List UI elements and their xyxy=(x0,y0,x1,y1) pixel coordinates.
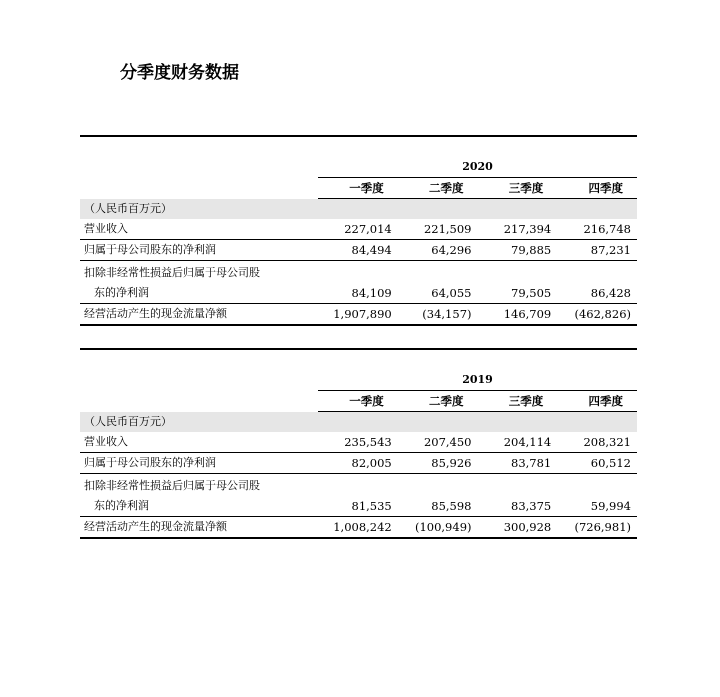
cell-value: 84,494 xyxy=(318,240,398,261)
cell-value: (726,981) xyxy=(557,517,637,539)
cell-value: 64,296 xyxy=(398,240,478,261)
row-label: 扣除非经常性损益后归属于母公司股 xyxy=(84,266,260,279)
table-row xyxy=(80,304,637,326)
cell-value: 83,375 xyxy=(478,496,558,517)
row-label: 归属于母公司股东的净利润 xyxy=(80,240,318,261)
quarter-header: 三季度 xyxy=(478,178,558,199)
cell-value: 235,543 xyxy=(318,432,398,453)
cell-value: 84,109 xyxy=(318,283,398,304)
unit-label: （人民币百万元） xyxy=(80,412,318,433)
cell-value: (462,826) xyxy=(557,304,637,326)
row-label: 经营活动产生的现金流量净额 xyxy=(80,517,318,539)
table-row xyxy=(80,474,637,497)
row-label: 营业收入 xyxy=(80,219,318,240)
table-row xyxy=(80,261,637,284)
cell-value: 81,535 xyxy=(318,496,398,517)
cell-value: 79,505 xyxy=(478,283,558,304)
cell-value: 227,014 xyxy=(318,219,398,240)
table-row xyxy=(80,496,637,517)
page-title: 分季度财务数据 xyxy=(120,63,239,83)
table-row xyxy=(80,432,637,453)
cell-value: 86,428 xyxy=(557,283,637,304)
cell-value: 204,114 xyxy=(478,432,558,453)
financial-table-2020 xyxy=(80,135,637,326)
quarter-header: 三季度 xyxy=(478,391,558,412)
cell-value: 59,994 xyxy=(557,496,637,517)
table-row xyxy=(80,283,637,304)
quarter-header: 一季度 xyxy=(318,178,398,199)
quarter-header: 二季度 xyxy=(398,178,478,199)
quarter-header: 二季度 xyxy=(398,391,478,412)
table-row xyxy=(80,219,637,240)
cell-value: (34,157) xyxy=(398,304,478,326)
cell-value: 217,394 xyxy=(478,219,558,240)
row-label: 扣除非经常性损益后归属于母公司股 xyxy=(84,479,260,492)
quarter-header: 四季度 xyxy=(557,391,637,412)
cell-value: 1,907,890 xyxy=(318,304,398,326)
cell-value: 87,231 xyxy=(557,240,637,261)
cell-value: 82,005 xyxy=(318,453,398,474)
cell-value: (100,949) xyxy=(398,517,478,539)
quarter-header: 一季度 xyxy=(318,391,398,412)
cell-value: 208,321 xyxy=(557,432,637,453)
cell-value: 221,509 xyxy=(398,219,478,240)
table-row xyxy=(80,517,637,539)
row-label: 东的净利润 xyxy=(80,283,318,304)
year-header: 2019 xyxy=(318,370,637,391)
table-row xyxy=(80,453,637,474)
row-label: 东的净利润 xyxy=(80,496,318,517)
cell-value: 79,885 xyxy=(478,240,558,261)
table-row xyxy=(80,240,637,261)
cell-value: 1,008,242 xyxy=(318,517,398,539)
cell-value: 85,598 xyxy=(398,496,478,517)
cell-value: 216,748 xyxy=(557,219,637,240)
cell-value: 207,450 xyxy=(398,432,478,453)
row-label: 营业收入 xyxy=(80,432,318,453)
cell-value: 83,781 xyxy=(478,453,558,474)
financial-table-2019 xyxy=(80,348,637,539)
row-label: 经营活动产生的现金流量净额 xyxy=(80,304,318,326)
cell-value: 300,928 xyxy=(478,517,558,539)
cell-value: 60,512 xyxy=(557,453,637,474)
row-label: 归属于母公司股东的净利润 xyxy=(80,453,318,474)
unit-label: （人民币百万元） xyxy=(80,199,318,220)
cell-value: 85,926 xyxy=(398,453,478,474)
cell-value: 64,055 xyxy=(398,283,478,304)
year-header: 2020 xyxy=(318,157,637,178)
quarter-header: 四季度 xyxy=(557,178,637,199)
cell-value: 146,709 xyxy=(478,304,558,326)
